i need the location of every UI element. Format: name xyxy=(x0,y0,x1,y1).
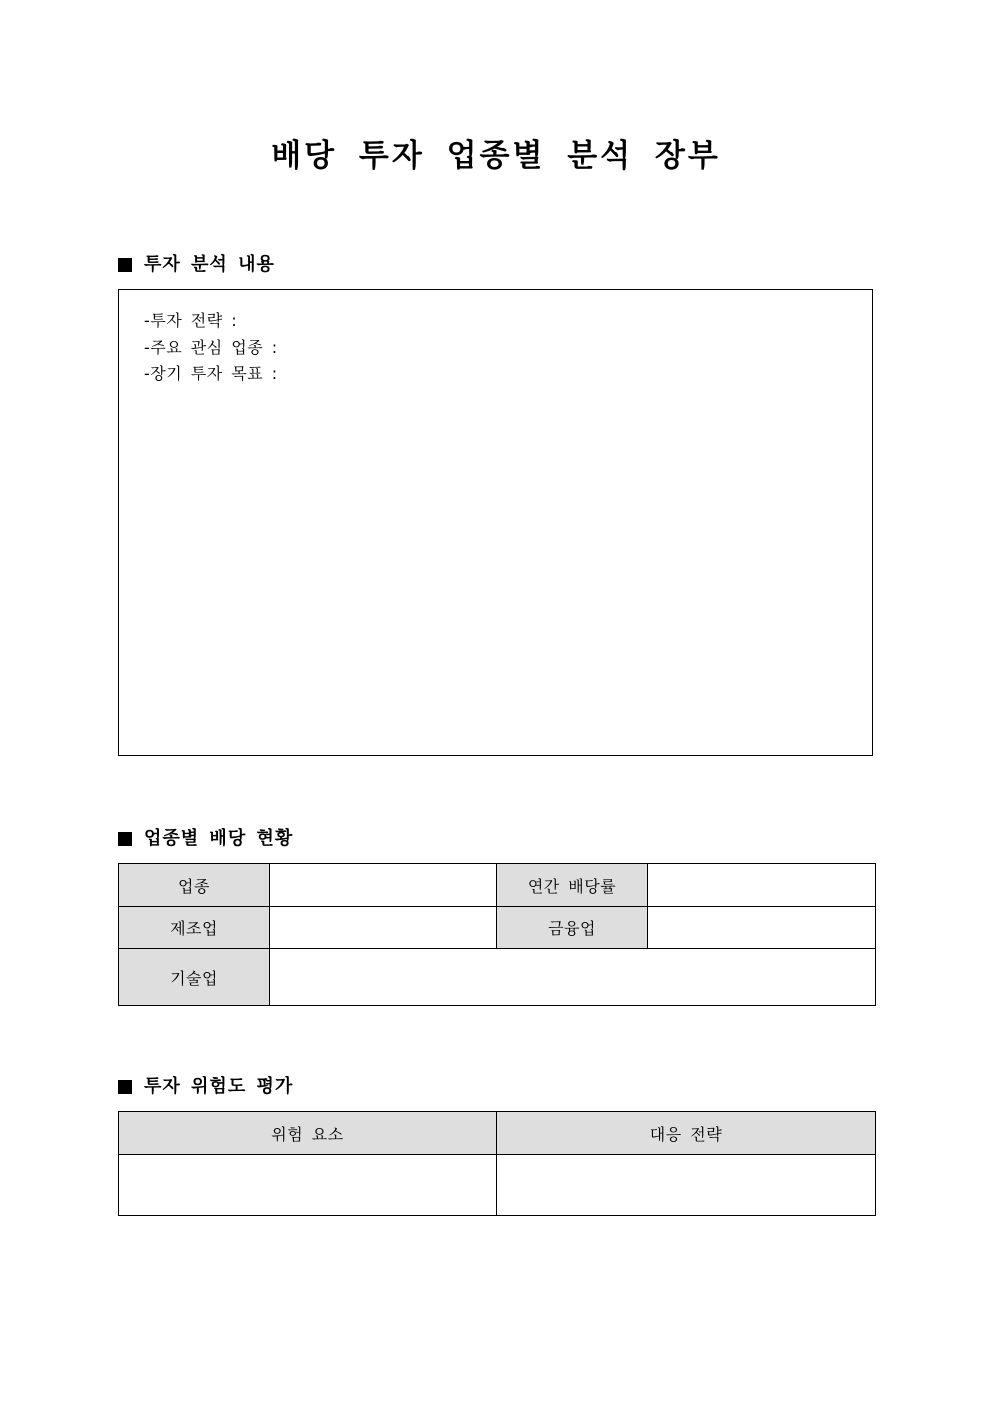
analysis-content-box[interactable] xyxy=(118,289,873,756)
section-heading-label: 투자 위험도 평가 xyxy=(144,1076,294,1097)
section-heading-label: 업종별 배당 현황 xyxy=(144,828,294,849)
technology-label-cell: 기술업 xyxy=(119,949,270,1006)
long-term-goal-line: -장기 투자 목표 : xyxy=(144,364,278,383)
investment-strategy-line: -투자 전략 : xyxy=(144,311,238,330)
finance-label-cell: 금융업 xyxy=(497,907,648,949)
section-heading-analysis xyxy=(118,253,275,277)
sector-header-cell: 업종 xyxy=(119,864,270,907)
square-bullet-icon xyxy=(118,1080,132,1094)
square-bullet-icon xyxy=(118,832,132,846)
finance-value-cell[interactable] xyxy=(648,907,876,949)
response-strategy-header-cell: 대응 전략 xyxy=(497,1112,876,1155)
risk-assessment-table xyxy=(118,1111,876,1216)
section-heading-risk xyxy=(118,1075,293,1099)
table-row xyxy=(119,1155,876,1216)
section-heading-sector-status xyxy=(118,827,293,851)
section-heading-label: 투자 분석 내용 xyxy=(144,254,275,275)
annual-dividend-rate-header-cell: 연간 배당률 xyxy=(497,864,648,907)
table-row xyxy=(119,864,876,907)
sector-dividend-table xyxy=(118,863,876,1006)
table-row xyxy=(119,907,876,949)
table-row xyxy=(119,949,876,1006)
manufacturing-label-cell: 제조업 xyxy=(119,907,270,949)
manufacturing-value-cell[interactable] xyxy=(270,907,497,949)
technology-value-cell[interactable] xyxy=(270,949,876,1006)
risk-factor-header-cell: 위험 요소 xyxy=(119,1112,497,1155)
response-strategy-value-cell[interactable] xyxy=(497,1155,876,1216)
document-title: 배당 투자 업종별 분석 장부 xyxy=(271,138,721,174)
table-header-row xyxy=(119,1112,876,1155)
sector-value-cell[interactable] xyxy=(270,864,497,907)
main-sector-interest-line: -주요 관심 업종 : xyxy=(144,337,278,357)
square-bullet-icon xyxy=(118,258,132,272)
risk-factor-value-cell[interactable] xyxy=(119,1155,497,1216)
annual-dividend-rate-value-cell[interactable] xyxy=(648,864,876,907)
